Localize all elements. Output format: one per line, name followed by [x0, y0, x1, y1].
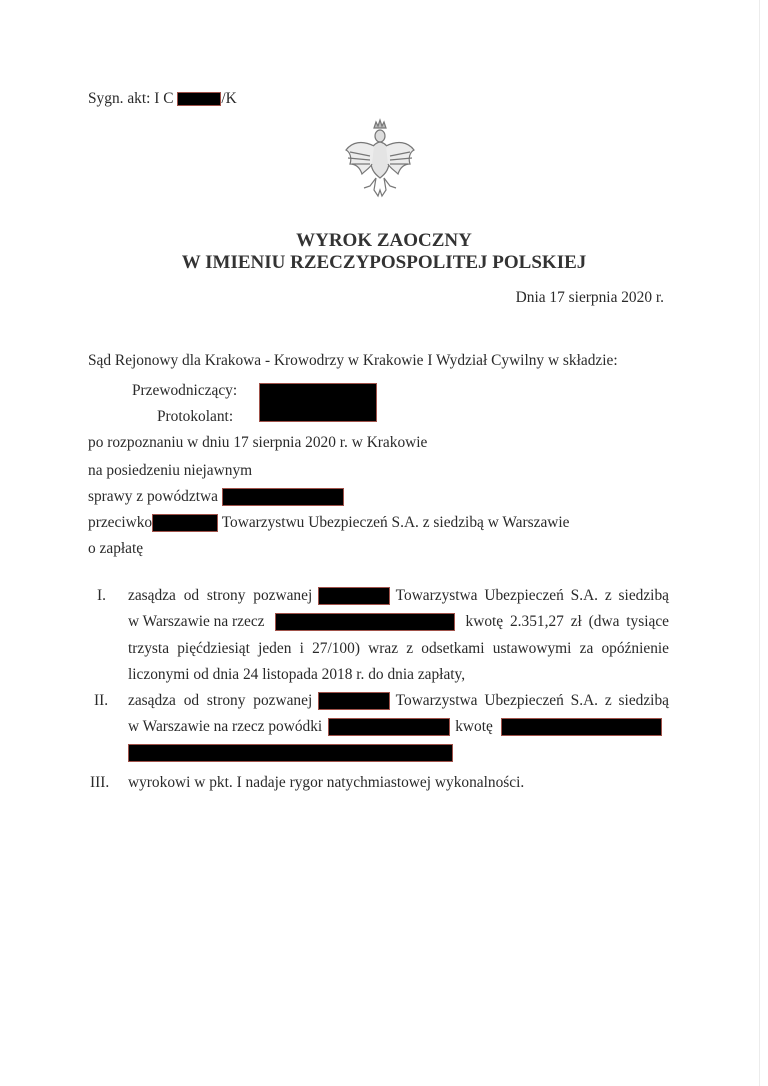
redacted-insurer: [318, 692, 390, 710]
page-edge: [759, 0, 760, 1086]
clerk-label: Protokolant:: [157, 408, 234, 425]
case-signature: [88, 90, 237, 108]
redacted-plaintiff: [222, 488, 344, 506]
ruling-text: Towarzystwa Ubezpieczeń S.A. z siedzibą: [395, 692, 669, 709]
ruling-number: II.: [94, 692, 109, 709]
redacted-creditor: [275, 613, 455, 631]
ruling-text: Towarzystwa Ubezpieczeń S.A. z siedzibą: [395, 587, 669, 604]
defendant-label: przeciwko: [88, 514, 153, 531]
polish-eagle-emblem-icon: [340, 116, 420, 198]
court-composition: Sąd Rejonowy dla Krakowa - Krowodrzy w Krakowie I Wydział Cywilny w składzie:: [88, 352, 618, 369]
subject-of-claim: o zapłatę: [88, 540, 144, 557]
redacted-defendant: [152, 514, 218, 532]
ruling-text: w Warszawie na rzecz: [128, 613, 265, 630]
ruling-1-line-1: [128, 587, 669, 605]
ruling-text: trzysta pięćdziesiąt jeden i 27/100) wraz z odsetkami ustawowymi za opóźnienie: [128, 640, 669, 657]
case-signature-suffix: /K: [221, 90, 237, 107]
plaintiff-label: sprawy z powództwa: [88, 488, 218, 505]
redacted-amount-continued: [128, 744, 453, 762]
ruling-text: zasądza od strony pozwanej: [128, 692, 313, 709]
proceedings-line: na posiedzeniu niejawnym: [88, 462, 253, 479]
redacted-case-number: [177, 92, 221, 106]
ruling-2-line-2: [128, 718, 669, 736]
ruling-text: w Warszawie na rzecz powódki: [128, 718, 323, 735]
redacted-plaintiff: [328, 718, 450, 736]
ruling-1-line-2: [128, 613, 669, 631]
plaintiff-line: [88, 488, 344, 506]
redacted-panel-names: [259, 383, 377, 422]
judgment-title: WYROK ZAOCZNY: [296, 230, 472, 251]
redacted-insurer: [318, 587, 390, 605]
ruling-2-line-1: [128, 692, 669, 710]
ruling-text: zasądza od strony pozwanej: [128, 587, 313, 604]
ruling-text: kwotę: [455, 718, 493, 735]
ruling-amount-text: kwotę 2.351,27 zł (dwa tysiące: [465, 613, 669, 630]
ruling-text: liczonymi od dnia 24 listopada 2018 r. do dnia zapłaty,: [128, 666, 466, 683]
chair-label: Przewodniczący:: [132, 382, 238, 399]
defendant-line: [88, 514, 570, 532]
defendant-name: Towarzystwu Ubezpieczeń S.A. z siedzibą w Warszawie: [221, 514, 570, 531]
proceedings-line: po rozpoznaniu w dniu 17 sierpnia 2020 r. w Krakowie: [88, 434, 428, 451]
ruling-number: III.: [90, 774, 110, 791]
case-signature-prefix: Sygn. akt: I C: [88, 90, 174, 107]
judgment-subtitle: W IMIENIU RZECZYPOSPOLITEJ POLSKIEJ: [181, 252, 587, 273]
ruling-number: I.: [97, 587, 106, 604]
redacted-amount: [501, 718, 662, 736]
ruling-text: wyrokowi w pkt. I nadaje rygor natychmiastowej wykonalności.: [128, 774, 525, 791]
judgment-date: Dnia 17 sierpnia 2020 r.: [515, 289, 664, 306]
